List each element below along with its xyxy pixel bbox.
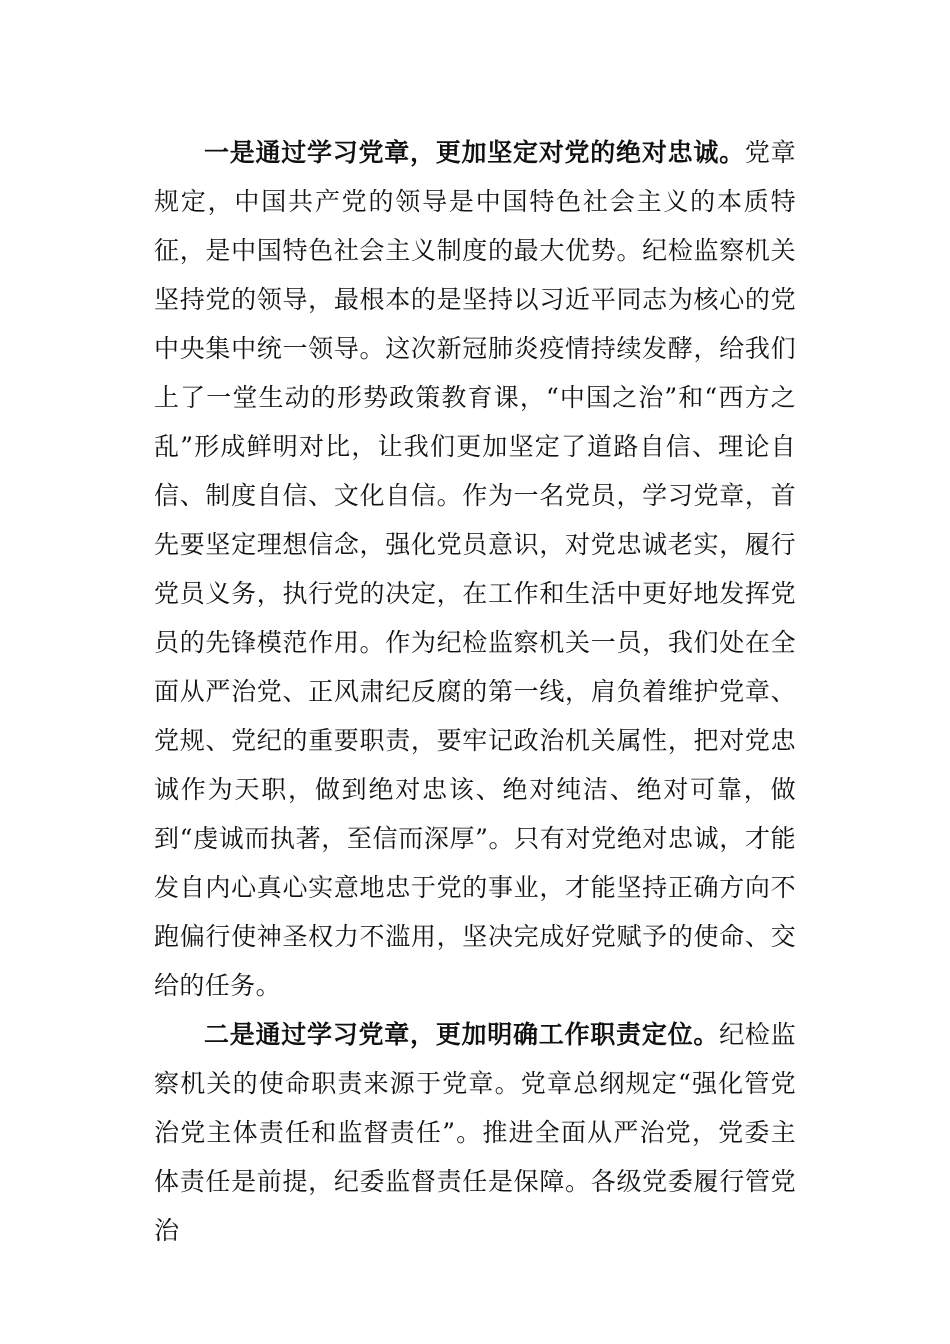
paragraph-2-text: 纪检监察机关的使命职责来源于党章。党章总纲规定“强化管党治党主体责任和监督责任”。推进全面从严治党，党委主体责任是前提，纪委监督责任是保障。各级党委履行管党治 [154, 1020, 796, 1245]
paragraph-2 [154, 1010, 796, 1255]
paragraph-1-text: 党章规定，中国共产党的领导是中国特色社会主义的本质特征，是中国特色社会主义制度的最大优势。纪检监察机关坚持党的领导，最根本的是坚持以习近平同志为核心的党中央集中统一领导。这次新冠肺炎疫情持续发酵，给我们上了一堂生动的形势政策教育课，“中国之治”和“西方之乱”形成鲜明对比，让我们更加坚定了道路自信、理论自信、制度自信、文化自信。作为一名党员，学习党章，首先要坚定理想信念，强化党员意识，对党忠诚老实，履行党员义务，执行党的决定，在工作和生活中更好地发挥党员的先锋模范作用。作为纪检监察机关一员，我们处在全面从严治党、正风肃纪反腐的第一线，肩负着维护党章、党规、党纪的重要职责，要牢记政治机关属性，把对党忠诚作为天职，做到绝对忠该、绝对纯洁、绝对可靠，做到“虔诚而执著，至信而深厚”。只有对党绝对忠诚，才能发自内心真心实意地忠于党的事业，才能坚持正确方向不跑偏行使神圣权力不滥用，坚决完成好党赋予的使命、交给的任务。 [154, 138, 796, 1000]
paragraph-1-heading: 一是通过学习党章，更加坚定对党的绝对忠诚。 [204, 138, 745, 167]
paragraph-1 [154, 128, 796, 1010]
paragraph-2-heading: 二是通过学习党章，更加明确工作职责定位。 [204, 1020, 720, 1049]
document-body [154, 128, 796, 1255]
